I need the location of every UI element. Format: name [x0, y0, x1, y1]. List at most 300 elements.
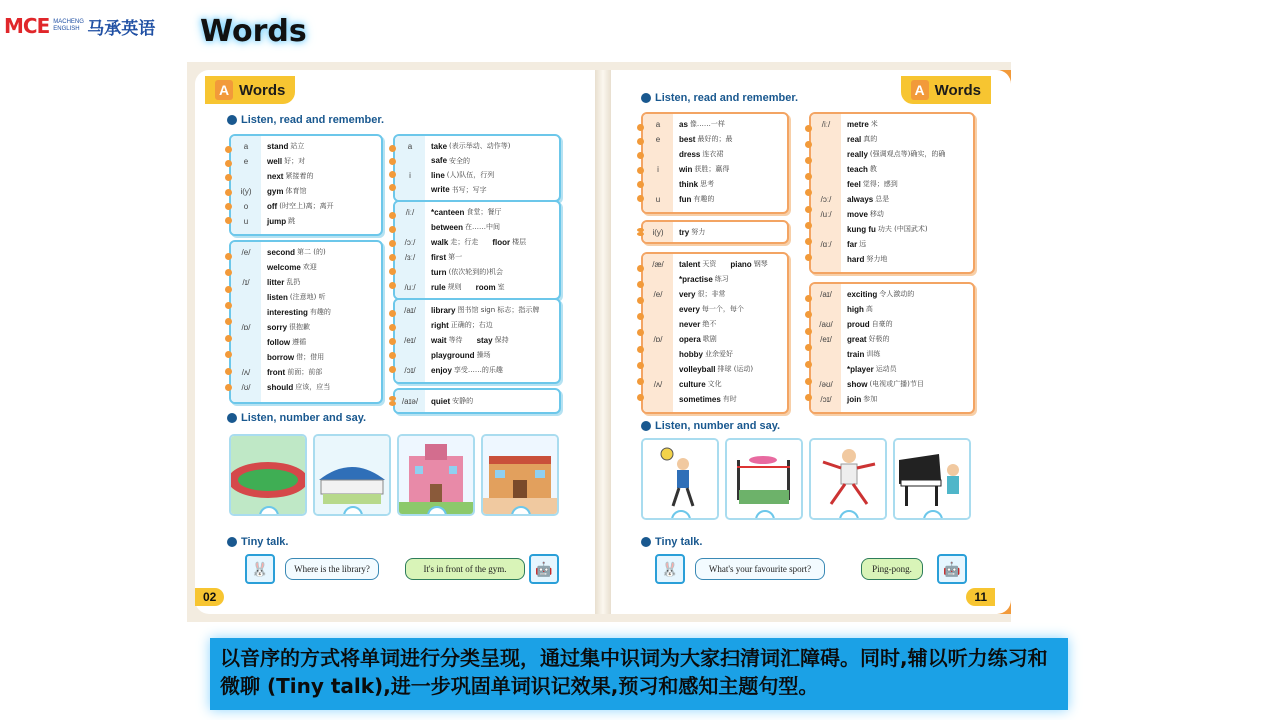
- word-row: [395, 280, 555, 294]
- school-building-illustration: [483, 436, 557, 514]
- phonics-label: /ɔː/: [820, 194, 832, 204]
- word-row: [395, 348, 555, 362]
- word-meaning: 努力地: [866, 255, 888, 263]
- phonics-label: e: [655, 134, 661, 144]
- left-words-tab: [205, 76, 295, 104]
- word-card: [641, 252, 789, 414]
- word-text: best: [679, 134, 696, 144]
- word-text: stand: [267, 141, 289, 151]
- word-row: [395, 235, 555, 249]
- word-card: [641, 220, 789, 244]
- word-meaning: 遵循: [292, 338, 307, 346]
- phonics-label: /uː/: [404, 282, 416, 292]
- picture-running-track: [229, 434, 307, 516]
- phonics-label: /ɔː/: [404, 237, 416, 247]
- word-row: [643, 132, 783, 146]
- word-card: [641, 112, 789, 214]
- book-spine: [595, 70, 611, 614]
- chat-icon: [641, 537, 651, 547]
- word-meaning: (表示举动、动作等): [449, 142, 511, 150]
- word-meaning: 觉得；感到: [862, 180, 898, 188]
- word-text: jump: [267, 216, 287, 226]
- word-row: [643, 332, 783, 346]
- word-text: library: [431, 305, 456, 315]
- words-tab-label: Words: [239, 81, 286, 99]
- word-row: [643, 302, 783, 316]
- page-number: 11: [966, 588, 995, 606]
- robot-avatar-icon: 🤖: [937, 554, 967, 584]
- rabbit-avatar-icon: 🐰: [245, 554, 275, 584]
- listen-number-say-heading: Listen, number and say.: [641, 420, 780, 432]
- word-card: [809, 282, 975, 414]
- speech-bubble-question: What's your favourite sport?: [695, 558, 825, 580]
- word-meaning: 练习: [714, 275, 729, 283]
- picture-kung-fu: [809, 438, 887, 520]
- word-text: hard: [847, 254, 865, 264]
- word-meaning: 天资: [702, 260, 717, 268]
- word-row: [811, 117, 969, 131]
- word-meaning: 绝不: [702, 320, 717, 328]
- word-text: kung fu: [847, 224, 876, 234]
- word-meaning: 在……中间: [465, 223, 501, 231]
- words-tab-label: Words: [934, 81, 981, 99]
- word-meaning: 很；非常: [697, 290, 726, 298]
- word-row: [231, 184, 377, 198]
- phonics-label: /ʊ/: [241, 382, 251, 392]
- word-text: safe: [431, 156, 448, 165]
- word-row: [811, 362, 969, 376]
- high-jump-illustration: [727, 440, 801, 518]
- word-meaning: 安全的: [449, 156, 471, 165]
- phonics-label: /aɪ/: [820, 289, 832, 299]
- phonics-label: u: [655, 194, 661, 204]
- word-text: piano: [730, 259, 752, 269]
- word-meaning: 文化: [707, 380, 722, 388]
- word-meaning: 正确的；右边: [450, 321, 493, 329]
- word-meaning: 业余爱好: [705, 350, 733, 358]
- running-track-illustration: [231, 436, 305, 514]
- word-row: [231, 154, 377, 168]
- word-meaning: 获胜；赢得: [694, 165, 730, 173]
- word-card: [229, 134, 383, 236]
- word-meaning: 运动员: [875, 365, 897, 373]
- word-meaning: 很抱歉: [289, 323, 311, 331]
- word-text: second: [267, 247, 296, 257]
- speech-bubble-answer: Ping-pong.: [861, 558, 923, 580]
- word-text: playground: [431, 350, 475, 360]
- word-text: never: [679, 319, 701, 329]
- word-meaning: 乱扔: [286, 278, 301, 286]
- word-meaning: 令人激动的: [879, 290, 915, 298]
- word-text: well: [267, 156, 283, 166]
- word-row: [395, 265, 555, 279]
- word-meaning: 最好的；最: [697, 135, 733, 143]
- listen-read-remember-heading: Listen, read and remember.: [641, 92, 798, 104]
- word-row: [643, 272, 783, 286]
- word-row: [811, 332, 969, 346]
- word-text: very: [679, 289, 696, 299]
- word-text: great: [847, 334, 867, 344]
- word-row: [395, 139, 555, 153]
- phonics-label: i(y): [652, 227, 664, 237]
- word-meaning: 应该，应当: [295, 383, 331, 391]
- word-meaning: 有时: [722, 395, 737, 403]
- phonics-label: i(y): [240, 186, 252, 196]
- word-text: write: [431, 185, 450, 194]
- word-text: try: [679, 227, 690, 237]
- word-meaning: 走；行走: [450, 238, 479, 246]
- word-meaning: 米: [870, 120, 878, 128]
- word-text: between: [431, 222, 464, 232]
- phonics-label: /e/: [653, 289, 663, 299]
- word-row: [231, 275, 377, 289]
- chat-icon: [227, 537, 237, 547]
- word-text: fun: [679, 194, 692, 204]
- phonics-label: i: [657, 164, 659, 174]
- word-row: [811, 377, 969, 391]
- word-text: *canteen: [431, 207, 465, 217]
- brand-logo: [4, 8, 155, 44]
- picture-school-building: [481, 434, 559, 516]
- word-text: stay: [476, 335, 493, 345]
- word-card: [393, 134, 561, 202]
- word-meaning: 参加: [863, 395, 878, 403]
- word-row: [643, 392, 783, 406]
- word-meaning: 紧接着的: [285, 172, 314, 180]
- slide-caption: 以音序的方式将单词进行分类呈现，通过集中识词为大家扫清词汇障碍。同时,辅以听力练习和微聊 (Tiny talk),进一步巩固单词识记效果,预习和感知主题句型。: [210, 638, 1068, 710]
- word-text: feel: [847, 179, 861, 189]
- phonics-label: /æ/: [652, 259, 664, 269]
- word-row: [811, 162, 969, 176]
- word-row: [811, 237, 969, 251]
- word-meaning: 远: [859, 240, 867, 248]
- word-row: [643, 377, 783, 391]
- word-row: [811, 177, 969, 191]
- picture-piano: [893, 438, 971, 520]
- headphones-icon: [227, 115, 237, 125]
- word-text: sorry: [267, 322, 288, 332]
- picture-high-jump: [725, 438, 803, 520]
- word-meaning: 自豪的: [871, 320, 893, 328]
- word-row: [811, 392, 969, 406]
- phonics-label: /ɑː/: [820, 239, 832, 249]
- left-page: [195, 70, 595, 614]
- word-row: [643, 287, 783, 301]
- word-text: high: [847, 304, 864, 314]
- word-row: [395, 220, 555, 234]
- word-row: [643, 317, 783, 331]
- word-text: quiet: [431, 396, 451, 406]
- phonics-label: /eɪ/: [820, 334, 832, 344]
- word-text: every: [679, 304, 700, 314]
- word-meaning: 移动: [869, 210, 884, 218]
- word-meaning: 跳: [288, 217, 296, 225]
- phonics-label: /ɒ/: [241, 322, 251, 332]
- phonics-label: /ɔɪ/: [820, 394, 832, 404]
- word-row: [231, 169, 377, 183]
- phonics-label: /ɒ/: [653, 334, 663, 344]
- picture-volleyball: [641, 438, 719, 520]
- word-row: [231, 350, 377, 364]
- word-meaning: 连衣裙: [702, 150, 724, 158]
- word-row: [231, 335, 377, 349]
- word-meaning: 欢迎: [302, 263, 317, 271]
- word-meaning: 思考: [700, 180, 715, 188]
- word-text: really: [847, 149, 868, 159]
- word-row: [643, 192, 783, 206]
- word-row: [643, 147, 783, 161]
- phonics-label: a: [655, 119, 661, 129]
- phonics-label: /aɪ/: [404, 305, 416, 315]
- phonics-label: /əʊ/: [819, 379, 833, 389]
- word-row: [811, 287, 969, 301]
- word-row: [811, 147, 969, 161]
- logo-chinese: 马承英语: [87, 18, 156, 39]
- word-meaning: 真的: [863, 135, 878, 143]
- kung-fu-illustration: [811, 440, 885, 518]
- phonics-label: u: [243, 216, 249, 226]
- phonics-label: /ʌ/: [653, 379, 663, 389]
- word-text: next: [267, 171, 284, 181]
- word-meaning: 有趣的: [309, 308, 331, 316]
- word-text: room: [475, 282, 496, 292]
- word-text: talent: [679, 259, 701, 269]
- volleyball-player-illustration: [643, 440, 717, 518]
- word-card: [393, 298, 561, 384]
- word-row: [643, 177, 783, 191]
- word-row: [395, 250, 555, 264]
- word-row: [231, 139, 377, 153]
- headphones-icon: [641, 421, 651, 431]
- word-meaning: 保持: [494, 336, 509, 344]
- word-card: [393, 388, 561, 414]
- section-a-badge: A: [215, 80, 233, 100]
- word-text: join: [847, 394, 862, 404]
- word-row: [231, 199, 377, 213]
- word-meaning: 有趣的: [693, 195, 715, 203]
- speech-bubble-question: Where is the library?: [285, 558, 379, 580]
- rabbit-avatar-icon: 🐰: [655, 554, 685, 584]
- word-row: [395, 303, 555, 317]
- word-text: hobby: [679, 349, 703, 359]
- word-row: [643, 347, 783, 361]
- robot-avatar-icon: 🤖: [529, 554, 559, 584]
- word-meaning: 功夫 (中国武术): [877, 225, 928, 233]
- phonics-label: /ɜː/: [404, 252, 416, 262]
- word-meaning: 室: [497, 283, 505, 291]
- word-row: [395, 183, 555, 197]
- word-row: [811, 207, 969, 221]
- word-row: [395, 333, 555, 347]
- word-row: [395, 205, 555, 219]
- listen-read-remember-heading: Listen, read and remember.: [227, 114, 384, 126]
- phonics-label: a: [407, 141, 413, 151]
- word-meaning: 图书馆 sign 标志；指示牌: [457, 306, 540, 314]
- word-text: borrow: [267, 352, 295, 362]
- word-text: off: [267, 201, 278, 211]
- word-meaning: (依次轮到的)机会: [448, 268, 504, 276]
- phonics-label: /eɪ/: [404, 335, 416, 345]
- word-meaning: 楼层: [512, 238, 527, 246]
- word-text: move: [847, 209, 868, 219]
- word-text: should: [267, 382, 294, 392]
- tiny-talk-heading: Tiny talk.: [227, 536, 288, 548]
- word-meaning: (时空上)离；离开: [279, 202, 334, 210]
- word-text: right: [431, 320, 449, 330]
- word-meaning: 每一个，每个: [701, 305, 744, 313]
- word-meaning: 借；借用: [296, 353, 325, 361]
- word-text: metre: [847, 119, 869, 129]
- word-row: [643, 162, 783, 176]
- word-text: opera: [679, 334, 701, 344]
- word-card: [229, 240, 383, 404]
- word-row: [811, 252, 969, 266]
- word-text: proud: [847, 319, 870, 329]
- word-row: [643, 117, 783, 131]
- word-row: [231, 365, 377, 379]
- picture-gym: [313, 434, 391, 516]
- word-card: [809, 112, 975, 274]
- word-row: [395, 318, 555, 332]
- word-text: real: [847, 134, 862, 144]
- page-number: 02: [195, 588, 224, 606]
- phonics-label: e: [243, 156, 249, 166]
- picture-library: [397, 434, 475, 516]
- listen-number-say-heading: Listen, number and say.: [227, 412, 366, 424]
- word-meaning: 好；对: [284, 157, 306, 165]
- word-row: [395, 363, 555, 377]
- word-text: as: [679, 119, 688, 129]
- headphones-icon: [227, 413, 237, 423]
- word-text: far: [847, 239, 858, 249]
- word-meaning: 规则: [447, 283, 462, 291]
- tiny-talk-heading: Tiny talk.: [641, 536, 702, 548]
- phonics-label: /uː/: [820, 209, 832, 219]
- piano-player-illustration: [895, 440, 969, 518]
- speech-bubble-answer: It's in front of the gym.: [405, 558, 525, 580]
- phonics-label: /aɪə/: [401, 396, 419, 406]
- word-meaning: (强调观点等)确实，的确: [869, 150, 946, 158]
- phonics-label: /aʊ/: [819, 319, 833, 329]
- word-text: take: [431, 141, 448, 151]
- word-row: [643, 225, 783, 239]
- word-meaning: 享受……的乐趣: [453, 366, 503, 374]
- word-text: rule: [431, 282, 446, 292]
- word-row: [231, 290, 377, 304]
- word-text: show: [847, 379, 868, 389]
- phonics-label: /ɪ/: [242, 277, 250, 287]
- word-text: front: [267, 367, 286, 377]
- word-text: train: [847, 349, 865, 359]
- word-row: [395, 168, 555, 182]
- logo-mark: MCE: [4, 14, 50, 38]
- word-meaning: (电视或广播)节目: [869, 380, 924, 388]
- word-text: line: [431, 170, 445, 180]
- word-text: interesting: [267, 307, 308, 317]
- right-page: [611, 70, 1011, 614]
- right-words-tab: [901, 76, 991, 104]
- word-row: [395, 394, 555, 408]
- word-meaning: 等待: [448, 336, 463, 344]
- word-text: turn: [431, 267, 447, 277]
- word-meaning: 高: [865, 305, 873, 313]
- word-row: [811, 302, 969, 316]
- word-text: teach: [847, 164, 868, 174]
- gym-illustration: [315, 436, 389, 514]
- word-card: [393, 200, 561, 300]
- word-meaning: 站立: [290, 142, 305, 150]
- word-meaning: 教: [869, 165, 877, 173]
- word-row: [643, 362, 783, 376]
- word-meaning: 像……一样: [689, 120, 725, 128]
- word-text: follow: [267, 337, 291, 347]
- word-meaning: 前面；前部: [287, 368, 323, 376]
- word-text: exciting: [847, 289, 878, 299]
- word-row: [811, 222, 969, 236]
- word-row: [811, 132, 969, 146]
- word-text: *player: [847, 364, 874, 374]
- word-meaning: 第一: [448, 253, 463, 261]
- word-meaning: 排球 (运动): [717, 365, 754, 373]
- word-meaning: 第二 (的): [297, 248, 326, 256]
- word-row: [231, 320, 377, 334]
- textbook-spread: [187, 62, 1011, 622]
- word-text: win: [679, 164, 693, 174]
- word-meaning: 钢琴: [753, 260, 768, 268]
- phonics-label: /e/: [241, 247, 251, 257]
- word-meaning: 训练: [866, 350, 881, 358]
- word-meaning: 书写；写字: [451, 185, 487, 194]
- phonics-label: i: [409, 170, 411, 180]
- word-text: dress: [679, 149, 701, 159]
- slide-title: Words: [200, 14, 307, 49]
- word-meaning: (注意地) 听: [289, 293, 326, 301]
- section-a-badge: A: [911, 80, 929, 100]
- phonics-label: o: [243, 201, 249, 211]
- word-text: first: [431, 252, 447, 262]
- library-illustration: [399, 436, 473, 514]
- word-text: volleyball: [679, 364, 716, 374]
- word-row: [231, 245, 377, 259]
- word-text: enjoy: [431, 365, 452, 375]
- word-row: [811, 347, 969, 361]
- word-text: *practise: [679, 274, 713, 284]
- word-text: culture: [679, 379, 706, 389]
- word-row: [811, 192, 969, 206]
- word-text: walk: [431, 237, 449, 247]
- phonics-label: /iː/: [405, 207, 415, 217]
- word-meaning: 食堂；餐厅: [466, 208, 502, 216]
- word-meaning: 总是: [875, 195, 890, 203]
- headphones-icon: [641, 93, 651, 103]
- word-row: [231, 380, 377, 394]
- word-meaning: 好极的: [868, 335, 890, 343]
- word-row: [231, 260, 377, 274]
- word-meaning: 体育馆: [285, 187, 307, 195]
- phonics-label: /ʌ/: [241, 367, 251, 377]
- word-text: litter: [267, 277, 285, 287]
- word-text: think: [679, 179, 699, 189]
- phonics-label: /iː/: [821, 119, 831, 129]
- word-meaning: (人)队伍，行列: [446, 171, 495, 179]
- word-text: always: [847, 194, 874, 204]
- logo-subtext: MACHENG ENGLISH: [53, 19, 84, 32]
- word-meaning: 歌剧: [702, 335, 717, 343]
- word-meaning: 努力: [691, 228, 706, 236]
- word-row: [811, 317, 969, 331]
- phonics-label: /ɔɪ/: [404, 365, 416, 375]
- word-row: [231, 214, 377, 228]
